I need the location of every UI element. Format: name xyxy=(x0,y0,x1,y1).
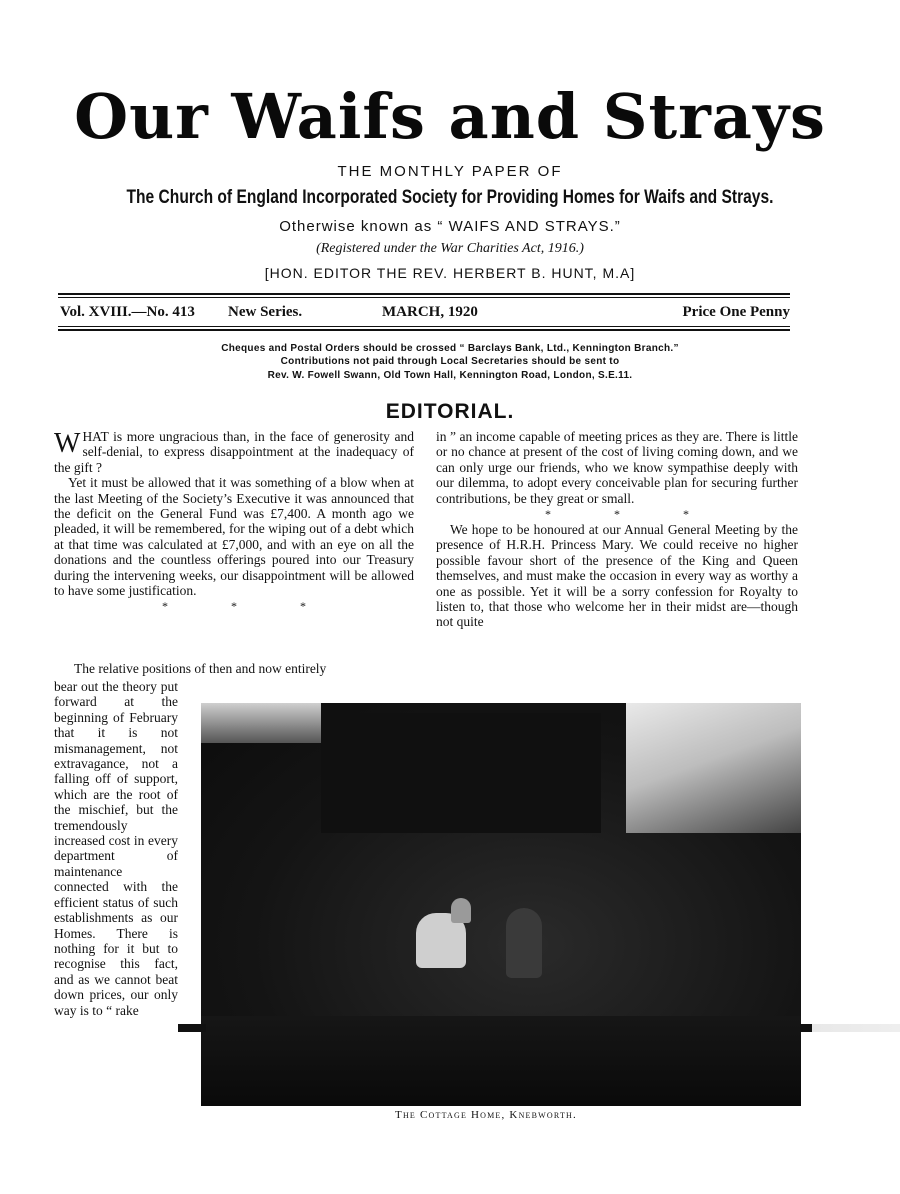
section-stars: * * * xyxy=(162,599,336,614)
issue-volume: Vol. XVIII.—No. 413 xyxy=(60,304,195,320)
photo-sky-left xyxy=(201,703,321,743)
section-stars-right: * * * xyxy=(545,507,719,522)
otherwise-known-line: Otherwise known as “ WAIFS AND STRAYS.” xyxy=(279,218,621,235)
registered-line: (Registered under the War Charities Act, 1916.) xyxy=(316,241,584,256)
cottage-home-photo xyxy=(201,703,801,1106)
editorial-column-right xyxy=(436,429,798,630)
rule-top-thick xyxy=(58,293,790,295)
issue-bar xyxy=(60,302,790,324)
rule-top-thin xyxy=(58,297,790,298)
editor-line: [HON. EDITOR THE REV. HERBERT B. HUNT, M.A] xyxy=(264,265,636,281)
monthly-paper-line: THE MONTHLY PAPER OF xyxy=(337,163,563,180)
editorial-paragraph-r2: We hope to be honoured at our Annual General Meeting by the presence of H.R.H. Princess Mary. We could receive no higher possible favour short of the presence of the King and Queen themselves, and must make the occasion in every way as worthy a one as possible. Yet it will be a sorry confession for Royalty to listen to, that those who welcome her in their midst are—though not quite xyxy=(436,522,798,630)
photo-figure xyxy=(451,898,471,923)
editorial-paragraph-r1: in ” an income capable of meeting prices as they are. There is little or no chance at present of the cost of living coming down, and we can only urge our friends, who we know sympathise deeply with our dilemma, to adopt every conceivable plan for securing further contributions, be they great or small. xyxy=(436,429,798,506)
issue-series: New Series. xyxy=(228,304,303,320)
masthead-title: Our Waifs and Strays xyxy=(74,80,826,153)
editorial-heading: EDITORIAL. xyxy=(385,400,515,423)
scan-marker-right xyxy=(800,1024,900,1032)
notice-contributions: Contributions not paid through Local Secretaries should be sent to xyxy=(280,356,620,367)
photo-foreground xyxy=(201,1016,801,1106)
photo-caption: The Cottage Home, Knebworth. xyxy=(395,1109,577,1121)
issue-date: MARCH, 1920 xyxy=(382,304,478,320)
society-name: The Church of England Incorporated Society for Providing Homes for Waifs and Strays. xyxy=(126,187,774,208)
editorial-paragraph-1: WHAT is more ungracious than, in the face of generosity and self-denial, to express disappointment at the inadequacy of the gift ? xyxy=(54,428,414,475)
editorial-column-narrow xyxy=(54,661,327,1018)
notice-address: Rev. W. Fowell Swann, Old Town Hall, Kennington Road, London, S.E.11. xyxy=(267,370,633,381)
rule-bottom-thick xyxy=(58,329,790,331)
editorial-paragraph-3-body: bear out the theory put forward at the beginning of February that it is not mismanagement, not extravagance, not a falling off of support, which are the root of the mischief, but the tremendously increased cost in every department of maintenance connected with the efficient status of such establishments as our Homes. There is nothing for it but to recognise this fact, and as we cannot beat down prices, our only way is to “ rake xyxy=(54,679,178,1018)
scan-marker-left xyxy=(178,1024,206,1032)
issue-price: Price One Penny xyxy=(682,304,790,320)
editorial-paragraph-2: Yet it must be allowed that it was something of a blow when at the last Meeting of the Society’s Executive it was announced that the deficit on the General Fund was £7,400. A month ago we pleaded, it will be remembered, for the wiping out of a debt which at that time was calculated at £7,000, and with an eye on all the donations and the countless offerings poured into our Treasury during the intervening weeks, our disappointment will be allowed to have some justification. xyxy=(54,475,414,599)
dropcap: W xyxy=(54,428,81,459)
editorial-paragraph-3-lead: The relative positions of then and now entirely xyxy=(74,661,327,676)
photo-roof xyxy=(321,713,601,833)
editorial-column-left xyxy=(54,429,414,614)
rule-bottom-thin xyxy=(58,326,790,327)
photo-sky-right xyxy=(626,703,801,833)
photo-figure xyxy=(506,908,542,978)
notice-cheques: Cheques and Postal Orders should be crossed “ Barclays Bank, Ltd., Kennington Branch.” xyxy=(221,343,679,354)
